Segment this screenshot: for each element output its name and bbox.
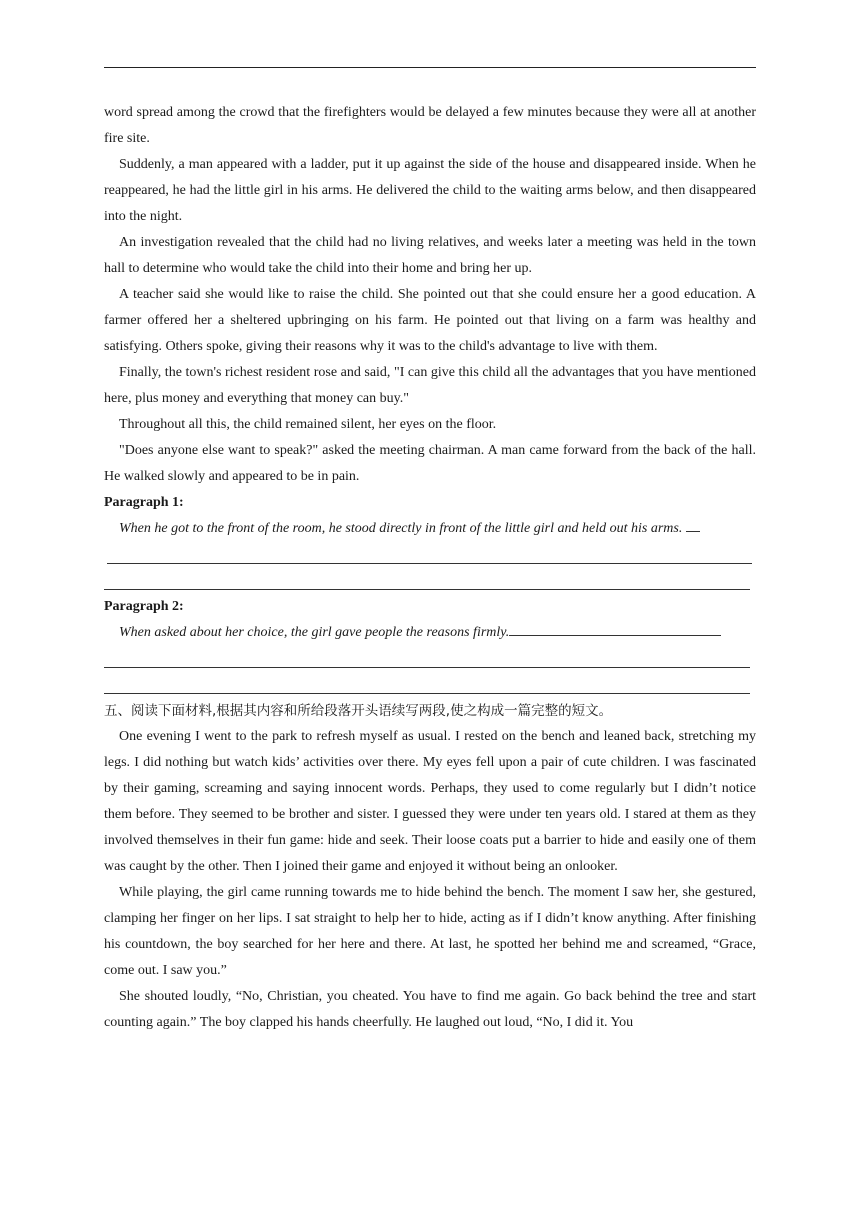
paragraph: A teacher said she would like to raise the child. She pointed out that she could ensure her a good education. A farmer offered her a sheltered upbringing on his farm. He pointed out that living on a farm was healthy and satisfying. Others spoke, giving their reasons why it was to the child's advantage to live with them. <box>104 287 756 354</box>
answer-blank[interactable] <box>686 517 700 532</box>
paragraph: "Does anyone else want to speak?" asked the meeting chairman. A man came forward from the back of the hall. He walked slowly and appeared to be in pain. <box>104 443 756 484</box>
paragraph-1-prompt-text: When he got to the front of the room, he stood directly in front of the little girl and held out his arms. <box>119 521 683 536</box>
answer-line[interactable] <box>104 672 756 698</box>
paragraph-2-prompt <box>104 620 756 646</box>
answer-line[interactable] <box>104 646 756 672</box>
header-rule <box>104 67 756 68</box>
section-instruction: 五、阅读下面材料,根据其内容和所给段落开头语续写两段,使之构成一篇完整的短文。 <box>104 703 613 719</box>
paragraph-1-prompt <box>104 516 756 542</box>
paragraph: One evening I went to the park to refresh myself as usual. I rested on the bench and leaned back, stretching my legs. I did nothing but watch kids’ activities over there. My eyes fell upon a pair of cute children. I was fascinated by their gaming, screaming and saying innocent words. Perhaps, they used to come regularly but I didn’t notice them before. They seemed to be brother and sister. I guessed they were under ten years old. I stared at them as they involved themselves in their fun game: hide and seek. Their loose coats put a barrier to hide and easily one of them was caught by the other. Then I joined their game and enjoyed it without being an onlooker. <box>104 729 756 874</box>
paragraph: She shouted loudly, “No, Christian, you cheated. You have to find me again. Go back behind the tree and start counting again.” The boy clapped his hands cheerfully. He laughed out loud, “No, I did it. You <box>104 989 756 1030</box>
paragraph: While playing, the girl came running towards me to hide behind the bench. The moment I saw her, she gestured, clamping her finger on her lips. I sat straight to help her to hide, acting as if I didn’t know anything. After finishing his countdown, the boy searched for her here and there. At last, he spotted her behind me and screamed, “Grace, come out. I saw you.” <box>104 885 756 978</box>
paragraph-2-prompt-text: When asked about her choice, the girl gave people the reasons firmly. <box>119 625 510 640</box>
answer-blank[interactable] <box>509 621 721 636</box>
document-body <box>104 100 756 1036</box>
paragraph: word spread among the crowd that the firefighters would be delayed a few minutes because they were all at another fire site. <box>104 105 756 146</box>
paragraph: Suddenly, a man appeared with a ladder, put it up against the side of the house and disappeared inside. When he reappeared, he had the little girl in his arms. He delivered the child to the waiting arms below, and then disappeared into the night. <box>104 157 756 224</box>
paragraph-1-label: Paragraph 1: <box>104 495 184 510</box>
paragraph: Finally, the town's richest resident rose and said, "I can give this child all the advantages that you have mentioned here, plus money and everything that money can buy." <box>104 365 756 406</box>
answer-line[interactable] <box>104 542 756 568</box>
paragraph: An investigation revealed that the child had no living relatives, and weeks later a meeting was held in the town hall to determine who would take the child into their home and bring her up. <box>104 235 756 276</box>
answer-line[interactable] <box>104 568 756 594</box>
paragraph-2-label: Paragraph 2: <box>104 599 184 614</box>
paragraph: Throughout all this, the child remained silent, her eyes on the floor. <box>119 417 497 432</box>
